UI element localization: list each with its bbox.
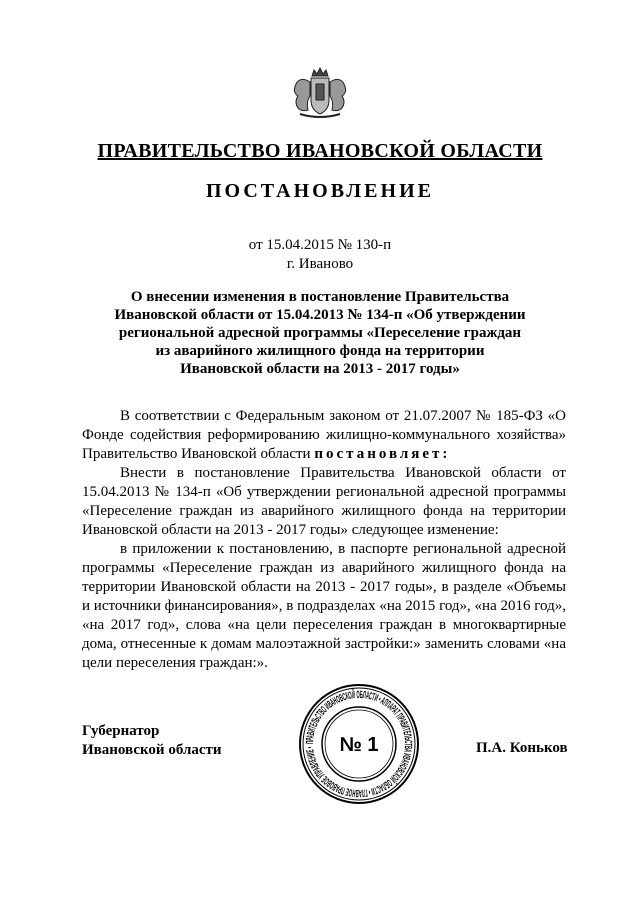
subject-line: Ивановской области на 2013 - 2017 годы»: [180, 361, 460, 377]
decree-subject: [90, 288, 550, 378]
preamble-text: В соответствии с Федеральным законом от 21.07.2007 № 185-ФЗ «О Фонде содействия реформированию жилищно-коммунального хозяйства» Правительство Ивановской области: [82, 408, 566, 462]
government-title: ПРАВИТЕЛЬСТВО ИВАНОВСКОЙ ОБЛАСТИ: [97, 140, 543, 162]
decree-body: [82, 407, 566, 673]
subject-line: региональной адресной программы «Переселение граждан: [118, 325, 522, 341]
paragraph-amendment: Внести в постановление Правительства Ивановской области от 15.04.2013 № 134-п «Об утверждении региональной адресной программы «Переселение граждан из аварийного жилищного фонда на территории Ивановской области на 2013 - 2017 годы» следующее изменение:: [82, 465, 566, 538]
city: г. Иваново: [286, 256, 354, 272]
date-number: от 15.04.2015 № 130-п: [248, 237, 392, 253]
signatory-title: [82, 722, 222, 760]
seal-ring-text: ПРАВИТЕЛЬСТВО ИВАНОВСКОЙ ОБЛАСТИ • АППАРАТ ПРАВИТЕЛЬСТВА ИВАНОВСКОЙ ОБЛАСТИ • ГЛАВНОЕ ПРАВОВОЕ УПРАВЛЕНИЕ •: [303, 688, 415, 800]
subject-line: Ивановской области от 15.04.2013 № 134-п «Об утверждении: [114, 307, 526, 323]
seal-number: № 1: [339, 734, 379, 756]
document-type: ПОСТАНОВЛЕНИЕ: [206, 180, 434, 202]
resolves-word: постановляет:: [314, 446, 451, 462]
subject-line: О внесении изменения в постановление Правительства: [130, 289, 510, 305]
signatory-title-line: Ивановской области: [82, 742, 222, 758]
subject-line: из аварийного жилищного фонда на территории: [155, 343, 485, 359]
paragraph-preamble: [82, 407, 566, 464]
signatory-name: П.А. Коньков: [476, 740, 568, 756]
paragraph-change: в приложении к постановлению, в паспорте региональной адресной программы «Переселение граждан из аварийного жилищного фонда на территории Ивановской области на 2013 - 2017 годы», в разделе «Объемы и источники финансирования», в подразделах «на 2015 год», «на 2016 год», «на 2017 год», слова «на цели переселения граждан в многоквартирные дома, отнесенные к домам малоэтажной застройки:» заменить словами «на цели переселения граждан:».: [82, 541, 566, 671]
official-seal: [298, 683, 420, 805]
signatory-title-line: Губернатор: [82, 723, 160, 739]
coat-of-arms-icon: [288, 66, 352, 120]
